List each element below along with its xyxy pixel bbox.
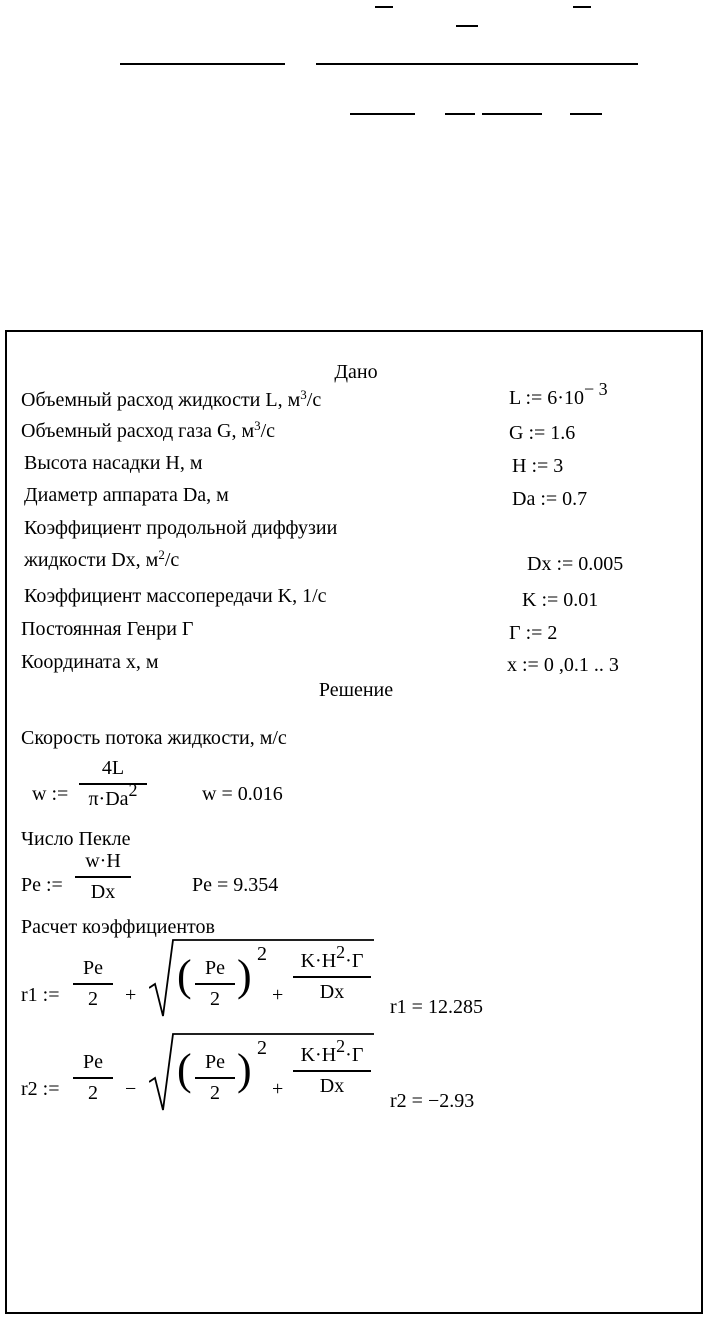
formula-fragment-bar <box>456 25 478 27</box>
given-value-Da: Da := 0.7 <box>512 488 588 510</box>
formula-fragment-bar <box>573 6 591 8</box>
label-coefficients: Расчет коэффициентов <box>21 916 215 938</box>
r2-lhs: r2 := <box>21 1078 60 1100</box>
r2-close-paren: ) <box>237 1045 252 1094</box>
label-peclet: Число Пекле <box>21 828 131 850</box>
r2-plus: + <box>272 1078 284 1100</box>
worksheet-panel <box>5 330 703 1314</box>
given-label-diffusion: Коэффициент продольной диффузии <box>24 517 338 539</box>
r1-pe-half: Pe 2 <box>73 957 113 1011</box>
given-value-Dx: Dx := 0.005 <box>527 553 624 575</box>
given-value-x: x := 0 ,0.1 .. 3 <box>507 654 619 676</box>
r1-square: 2 <box>257 943 267 965</box>
formula-fragment-bar <box>375 6 393 8</box>
r1-close-paren: ) <box>237 951 252 1000</box>
formula-fragment-bar <box>316 63 638 65</box>
heading-given: Дано <box>334 361 378 383</box>
given-label-Dx: жидкости Dx, $м^2/с$ <box>24 547 180 571</box>
given-label-henry: Постоянная Генри Г <box>21 618 194 640</box>
pe-lhs: Pe := <box>21 874 63 896</box>
r1-plus: + <box>125 984 137 1006</box>
r1-result: r1 = 12.285 <box>390 996 483 1018</box>
w-result: w = 0.016 <box>202 783 283 805</box>
r2-pe-half: Pe 2 <box>73 1051 113 1105</box>
r1-open-paren: ( <box>177 951 192 1000</box>
formula-fragment-bar <box>350 113 415 115</box>
r1-k-frac: K·H2·Г Dx <box>293 950 371 1004</box>
r1-inner-frac: Pe 2 <box>195 957 235 1011</box>
w-fraction: 4L π·Da2 <box>79 757 147 811</box>
r2-square: 2 <box>257 1037 267 1059</box>
r2-inner-frac: Pe 2 <box>195 1051 235 1105</box>
given-label-L: Объемный расход жидкости L, $м^3/с$ <box>21 387 322 411</box>
given-label-H: Высота насадки H, м <box>24 452 203 474</box>
given-value-G: G := 1.6 <box>509 422 576 444</box>
r2-result: r2 = −2.93 <box>390 1090 475 1112</box>
formula-fragment-bar <box>445 113 475 115</box>
given-value-K: K := 0.01 <box>522 589 599 611</box>
heading-solution: Решение <box>318 679 394 701</box>
r2-minus: − <box>125 1078 137 1100</box>
formula-fragment-bar <box>482 113 542 115</box>
r1-lhs: r1 := <box>21 984 60 1006</box>
pe-fraction: w·H Dx <box>75 850 131 904</box>
given-label-x: Координата x, м <box>21 651 159 673</box>
r2-open-paren: ( <box>177 1045 192 1094</box>
r2-k-frac: K·H2·Г Dx <box>293 1044 371 1098</box>
given-label-Da: Диаметр аппарата Da, м <box>24 484 229 506</box>
formula-fragment-bar <box>120 63 285 65</box>
given-value-henry: Г := 2 <box>509 622 558 644</box>
given-label-G: Объемный расход газа G, $м^3/с$ <box>21 418 276 442</box>
w-lhs: w := <box>32 783 69 805</box>
given-value-L: L := 6·10− 3 <box>509 379 608 409</box>
label-flow-speed: Скорость потока жидкости, м/с <box>21 727 287 749</box>
r1-plus-2: + <box>272 984 284 1006</box>
pe-result: Pe = 9.354 <box>192 874 279 896</box>
formula-fragment-bar <box>570 113 602 115</box>
given-label-K: Коэффициент массопередачи K, 1/с <box>24 585 327 607</box>
given-value-H: H := 3 <box>512 455 564 477</box>
